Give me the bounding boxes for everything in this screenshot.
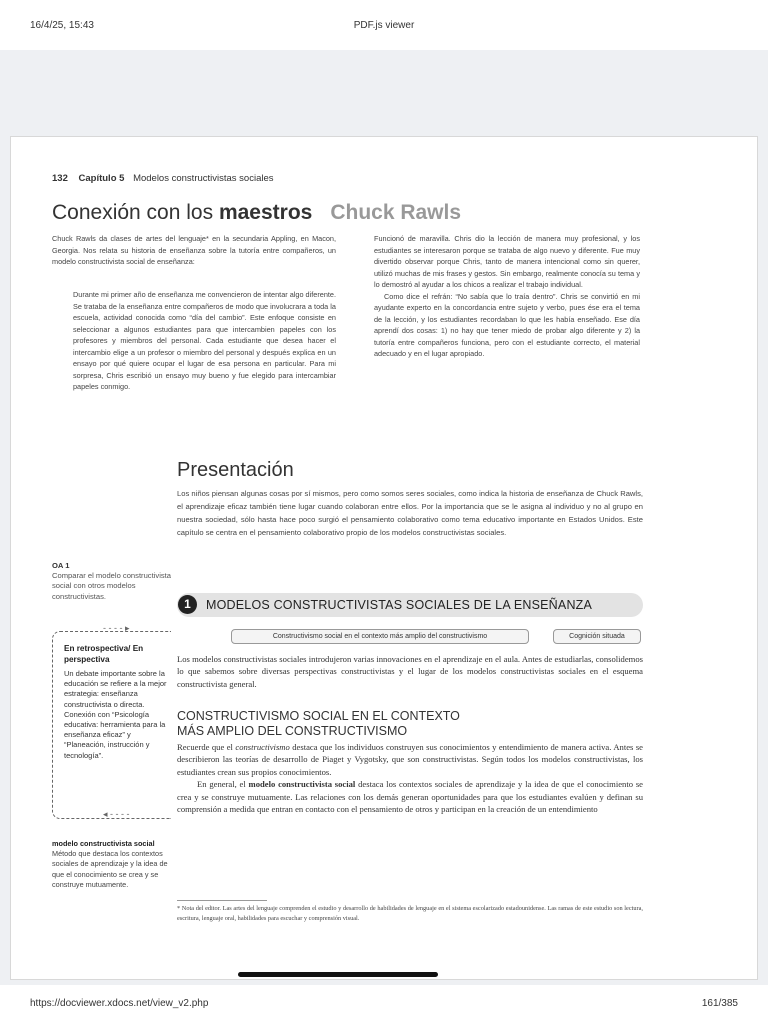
teacher-name: Chuck Rawls xyxy=(330,201,462,224)
arrow-left-icon: ◂ - - - - xyxy=(103,809,130,819)
connection-column-2 xyxy=(374,233,640,360)
objective-text: Comparar el modelo constructivista social con otros modelos constructivistas. xyxy=(52,571,172,601)
learning-objective xyxy=(52,561,172,602)
body-p1-start: Recuerde que el xyxy=(177,742,236,752)
page-url: https://docviewer.xdocs.net/view_v2.php xyxy=(30,998,209,1009)
arrow-right-icon: - - - - ▸ xyxy=(103,623,130,633)
running-header xyxy=(52,173,274,184)
body-paragraph-1 xyxy=(177,741,643,778)
page-number: 132 xyxy=(52,173,68,184)
page-counter: 161/385 xyxy=(701,998,738,1009)
connection-intro: Chuck Rawls da clases de artes del lenguaje* en la secundaria Appling, en Macon, Georgia. Nos relata su historia de enseñanza sobre la tutoría entre compañeros, un modelo constructivista social de enseñanza: xyxy=(52,234,336,266)
print-datetime: 16/4/25, 15:43 xyxy=(30,20,94,31)
section-title: MODELOS CONSTRUCTIVISTAS SOCIALES DE LA ENSEÑANZA xyxy=(206,598,593,612)
body-p1-emphasis: constructivismo xyxy=(235,742,290,752)
connection-title-strong: maestros xyxy=(218,201,313,224)
connection-quote: Durante mi primer año de enseñanza me convencieron de intentar algo diferente. Se trataba de la enseñanza entre compañeros de modo que involucrara a toda la escuela, actividad conocida como “día del cambio”. Este enfoque consiste en seleccionar a algunos estudiantes para que intercambien papeles con los profesores y miembros del personal. Cada estudiante que desea hacer el intercambio elige a un profesor o miembro del personal y después explica en un ensayo por qué quiere ocupar el lugar de esa persona en particular. Para mi sorpresa, Chris escribió un ensayo muy bueno y fue elegido para intercambiar papeles conmigo. xyxy=(73,290,336,391)
section-intro: Los modelos constructivistas sociales introdujeron varias innovaciones en el aprendizaje en el aula. Antes de estudiarlas, consolidemos lo que sabemos sobre diversas perspectivas constructivistas y el lugar de los modelos constructivistas sociales en el esquema constructivista general. xyxy=(177,654,643,689)
glossary-term: modelo constructivista social xyxy=(52,839,155,848)
connection-paragraph-2: Como dice el refrán: “No sabía que lo traía dentro”. Chris se convirtió en mi ayudante experto en la concordancia entre sujeto y verbo, pues ése era el tema de la lección, y los estudiantes recordaban lo que les había enseñado. Ese día aprendí dos cosas: 1) no hay que tener miedo de probar algo diferente y 2) la tutoría entre compañeros funciona, pero con el estudiante correcto, el material adecuado y en el lugar apropiado. xyxy=(374,291,640,358)
subsection-body xyxy=(177,741,643,815)
body-paragraph-2 xyxy=(177,778,643,815)
objective-label: OA 1 xyxy=(52,561,70,570)
body-p2-end: destaca los contextos sociales de aprendizaje y la idea de que el conocimiento se crea y se construye mutuamente. Las relaciones con los demás generan oportunidades para que los estudiantes evalúen y definan su comprensión a medida que entran en contacto con el pensamiento de otros y participan en la creación de un entendimiento xyxy=(177,779,643,815)
connection-title xyxy=(52,201,461,225)
browser-top-bar xyxy=(0,0,768,50)
retrospective-text: Un debate importante sobre la educación se refiere a la mejor estrategia: enseñanza constructivista o directa. Conexión con “Psicología educativa: herramienta para la enseñanza eficaz” y “Planeación, instrucción y tecnología”. xyxy=(64,669,167,760)
chapter-label: Capítulo 5 xyxy=(78,173,125,184)
subtopic-pill-situated-cognition: Cognición situada xyxy=(553,629,641,644)
body-p2-start: En general, el xyxy=(197,779,249,790)
glossary-entry xyxy=(52,839,170,890)
connection-title-start: Conexión con los xyxy=(52,201,219,224)
presentation-heading: Presentación xyxy=(177,459,294,481)
body-p2-term: modelo constructivista social xyxy=(248,779,356,790)
pdf-viewer-area[interactable] xyxy=(0,50,768,985)
viewer-title: PDF.js viewer xyxy=(353,20,415,31)
retrospective-title: En retrospectiva/ En perspectiva xyxy=(64,644,144,664)
footnote: * Nota del editor. Las artes del lenguaje comprenden el estudio y desarrollo de habilidades de lenguaje en el sistema escolarizado estadounidense. Las ramas de este estudio son lectura, escritura, lenguaje oral, habilidades para escuchar y comprensión visual. xyxy=(177,905,643,922)
presentation-text: Los niños piensan algunas cosas por sí mismos, pero como somos seres sociales, como indica la historia de enseñanza de Chuck Rawls, el aprendizaje eficaz también tiene lugar cuando colaboran entre ellos. Por la importancia que se le asigna al individuo y no al grupo en nuestra sociedad, sólo hasta hace poco surgió el pensamiento colaborativo como tema educativo importante en Estados Unidos. Este capítulo se centra en el pensamiento colaborativo propio de los modelos constructivistas sociales. xyxy=(177,489,643,537)
footnote-rule xyxy=(177,900,267,901)
subsection-heading xyxy=(177,709,643,739)
pdf-page xyxy=(10,136,758,980)
body-p1-end: destaca que los individuos construyen sus conocimientos y entendimiento de manera activa. Antes se describieron las teorías de desarrollo de Piaget y Vygotsky, que son constructivistas. Según todos los modelos constructivistas, los estudiantes crean sus propios conocimientos. xyxy=(177,742,643,777)
section-number: 1 xyxy=(178,595,197,614)
subsection-heading-line-2: MÁS AMPLIO DEL CONSTRUCTIVISMO xyxy=(177,724,408,738)
connection-paragraph-1: Funcionó de maravilla. Chris dio la lección de manera muy profesional, y los estudiantes se interesaron porque se trataba de algo nuevo y diferente. Fue muy divertido observar porque Chris, tanto de manera intencional como sin querer, utilizó muchas de mis frases y gestos. Sin embargo, realmente conocía su tema y lo demostró al ayudar a los chicos a realizar el trabajo individual. xyxy=(374,234,640,289)
chapter-title: Modelos constructivistas sociales xyxy=(133,173,274,184)
glossary-definition: Método que destaca los contextos sociales de aprendizaje y la idea de que el conocimiento se crea y se construye mutuamente. xyxy=(52,849,168,889)
subsection-heading-line-1: CONSTRUCTIVISMO SOCIAL EN EL CONTEXTO xyxy=(177,709,460,723)
subtopic-pill-social-constructivism: Constructivismo social en el contexto más amplio del constructivismo xyxy=(231,629,529,644)
home-indicator[interactable] xyxy=(238,972,438,977)
